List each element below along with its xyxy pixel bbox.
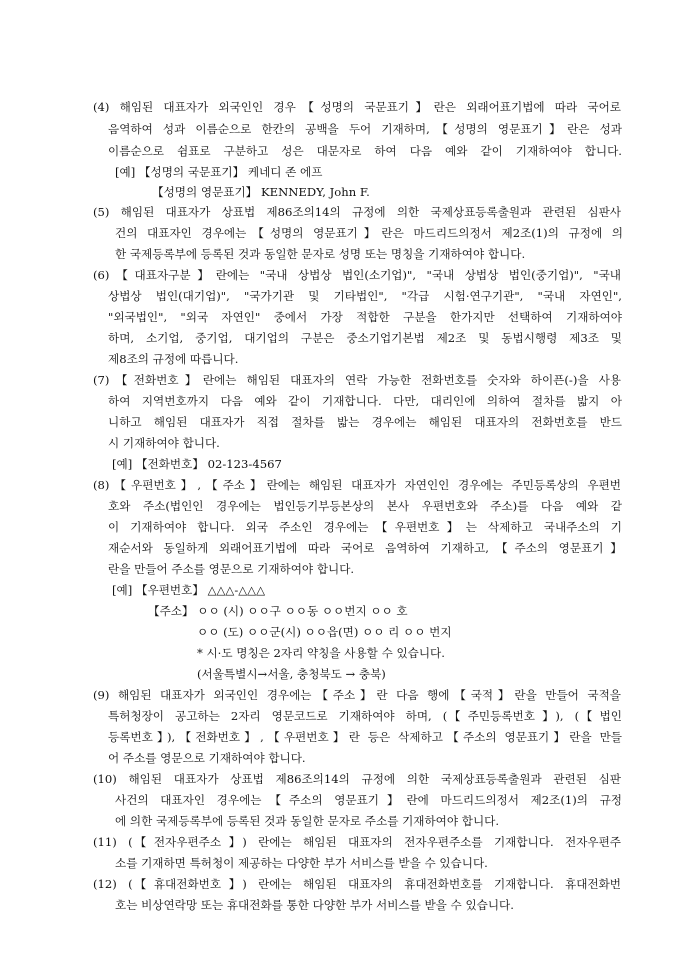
- item-12-line-2: 호는 비상연락망 또는 휴대전화를 통한 다양한 부가 서비스를 받을 수 있습니다.: [115, 898, 514, 912]
- item-9-line-4: 어 주소를 영문으로 기재하여야 합니다.: [108, 751, 306, 765]
- item-6-line-2: 상법상 법인(대기업)", "국가기관 및 기타법인", "각급 시험·연구기관", "국내 자연인",: [108, 289, 622, 303]
- item-10-line-2: 사건의 대표자인 경우에는【주소의 영문표기】란에 마드리드의정서 제2조(1)의 규정: [115, 793, 622, 807]
- item-11-line-2: 소를 기재하면 특허청이 제공하는 다양한 부가 서비스를 받을 수 있습니다.: [115, 856, 488, 870]
- item-8-example-note: * 시·도 명칭은 2자리 약칭을 사용할 수 있습니다.: [197, 646, 445, 660]
- item-10-line-3: 에 의한 국제등록부에 등록된 것과 동일한 문자로 주소를 기재하여야 합니다.: [115, 814, 500, 828]
- item-7-example: [예] 【전화번호】 02-123-4567: [112, 457, 282, 471]
- item-5-line-1: (5) 해임된 대표자가 상표법 제86조의14의 규정에 의한 국제상표등록출원과 관련된 심판사: [93, 205, 621, 219]
- item-8-line-4: 재순서와 동일하게 외래어표기법에 따라 국어로 음역하여 기재하고,【주소의 영문표기】: [108, 541, 622, 555]
- item-6-line-5: 제8조의 규정에 따릅니다.: [108, 352, 239, 366]
- item-7-line-1: (7)【전화번호】란에는 해임된 대표자의 연락 가능한 전화번호를 숫자와 하이픈(-)을 사용: [93, 373, 621, 387]
- item-4-line-1: (4) 해임된 대표자가 외국인인 경우【성명의 국문표기】란은 외래어표기법에 따라 국어로: [93, 100, 621, 114]
- item-10-line-1: (10) 해임된 대표자가 상표법 제86조의14의 규정에 의한 국제상표등록출원과 관련된 심판: [93, 772, 621, 786]
- item-9-line-3: 등록번호】),【전화번호】,【우편번호】란 등은 삭제하고【주소의 영문표기】란을 만들: [108, 730, 622, 744]
- item-8-example-note-2: (서울특별시→서울, 충청북도 → 충북): [197, 667, 386, 681]
- item-4-line-2: 음역하여 성과 이름순으로 한칸의 공백을 두어 기재하며,【성명의 영문표기】란은 성과: [108, 122, 622, 136]
- item-4-example-1: [예] 【성명의 국문표기】 케네디 존 에프: [115, 165, 323, 179]
- item-12-line-1: (12) (【휴대전화번호】) 란에는 해임된 대표자의 휴대전화번호를 기재합니다. 휴대전화번: [93, 877, 621, 891]
- item-11-line-1: (11) (【전자우편주소】) 란에는 해임된 대표자의 전자우편주소를 기재합니다. 전자우편주: [93, 835, 621, 849]
- item-4-example-2: 【성명의 영문표기】 KENNEDY, John F.: [152, 185, 370, 199]
- item-5-line-2: 건의 대표자인 경우에는【성명의 영문표기】란은 마드리드의정서 제2조(1)의 규정에 의: [115, 226, 623, 240]
- item-7-line-3: 니하고 해임된 대표자가 직접 절차를 밟는 경우에는 해임된 대표자의 전화번호를 반드: [108, 415, 622, 429]
- item-5-line-3: 한 국제등록부에 등록된 것과 동일한 문자로 성명 또는 명칭을 기재하여야 합니다.: [115, 247, 526, 261]
- item-8-example-address-1: 【주소】 ㅇㅇ (시) ㅇㅇ구 ㅇㅇ동 ㅇㅇ번지 ㅇㅇ 호: [148, 604, 408, 618]
- item-6-line-4: 하며, 소기업, 중기업, 대기업의 구분은 중소기업기본법 제2조 및 동법시행령 제3조 및: [108, 331, 622, 345]
- item-8-line-2: 호와 주소(법인인 경우에는 법인등기부등본상의 본사 우편번호와 주소)를 다음 예와 같: [108, 499, 622, 513]
- item-7-line-4: 시 기재하여야 합니다.: [108, 436, 220, 450]
- item-9-line-2: 특허청장이 공고하는 2자리 영문코드로 기재하여야 하며, (【주민등록번호】), (【법인: [108, 709, 622, 723]
- item-6-line-1: (6)【대표자구분】란에는 "국내 상법상 법인(소기업)", "국내 상법상 법인(중기업)", "국내: [93, 268, 621, 282]
- item-7-line-2: 하여 지역번호까지 다음 예와 같이 기재합니다. 다만, 대리인에 의하여 절차를 밟지 아: [108, 394, 622, 408]
- item-9-line-1: (9) 해임된 대표자가 외국인인 경우에는【주소】란 다음 행에【국적】란을 만들어 국적을: [93, 688, 621, 702]
- item-8-example-postal: [예] 【우편번호】 △△△-△△△: [112, 583, 266, 597]
- item-4-line-3: 이름순으로 쉼표로 구분하고 성은 대문자로 하여 다음 예와 같이 기재하여야 합니다.: [108, 144, 622, 158]
- item-8-line-3: 이 기재하여야 합니다. 외국 주소인 경우에는【우편번호】는 삭제하고 국내주소의 기: [108, 520, 622, 534]
- item-8-line-5: 란을 만들어 주소를 영문으로 기재하여야 합니다.: [108, 562, 355, 576]
- item-8-line-1: (8)【우편번호】,【주소】란에는 해임된 대표자가 자연인인 경우에는 주민등록상의 우편번: [93, 478, 621, 492]
- item-8-example-address-2: ㅇㅇ (도) ㅇㅇ군(시) ㅇㅇ읍(면) ㅇㅇ 리 ㅇㅇ 번지: [197, 625, 452, 639]
- item-6-line-3: "외국법인", "외국 자연인" 중에서 가장 적합한 구분을 한가지만 선택하여 기재하여야: [108, 310, 622, 324]
